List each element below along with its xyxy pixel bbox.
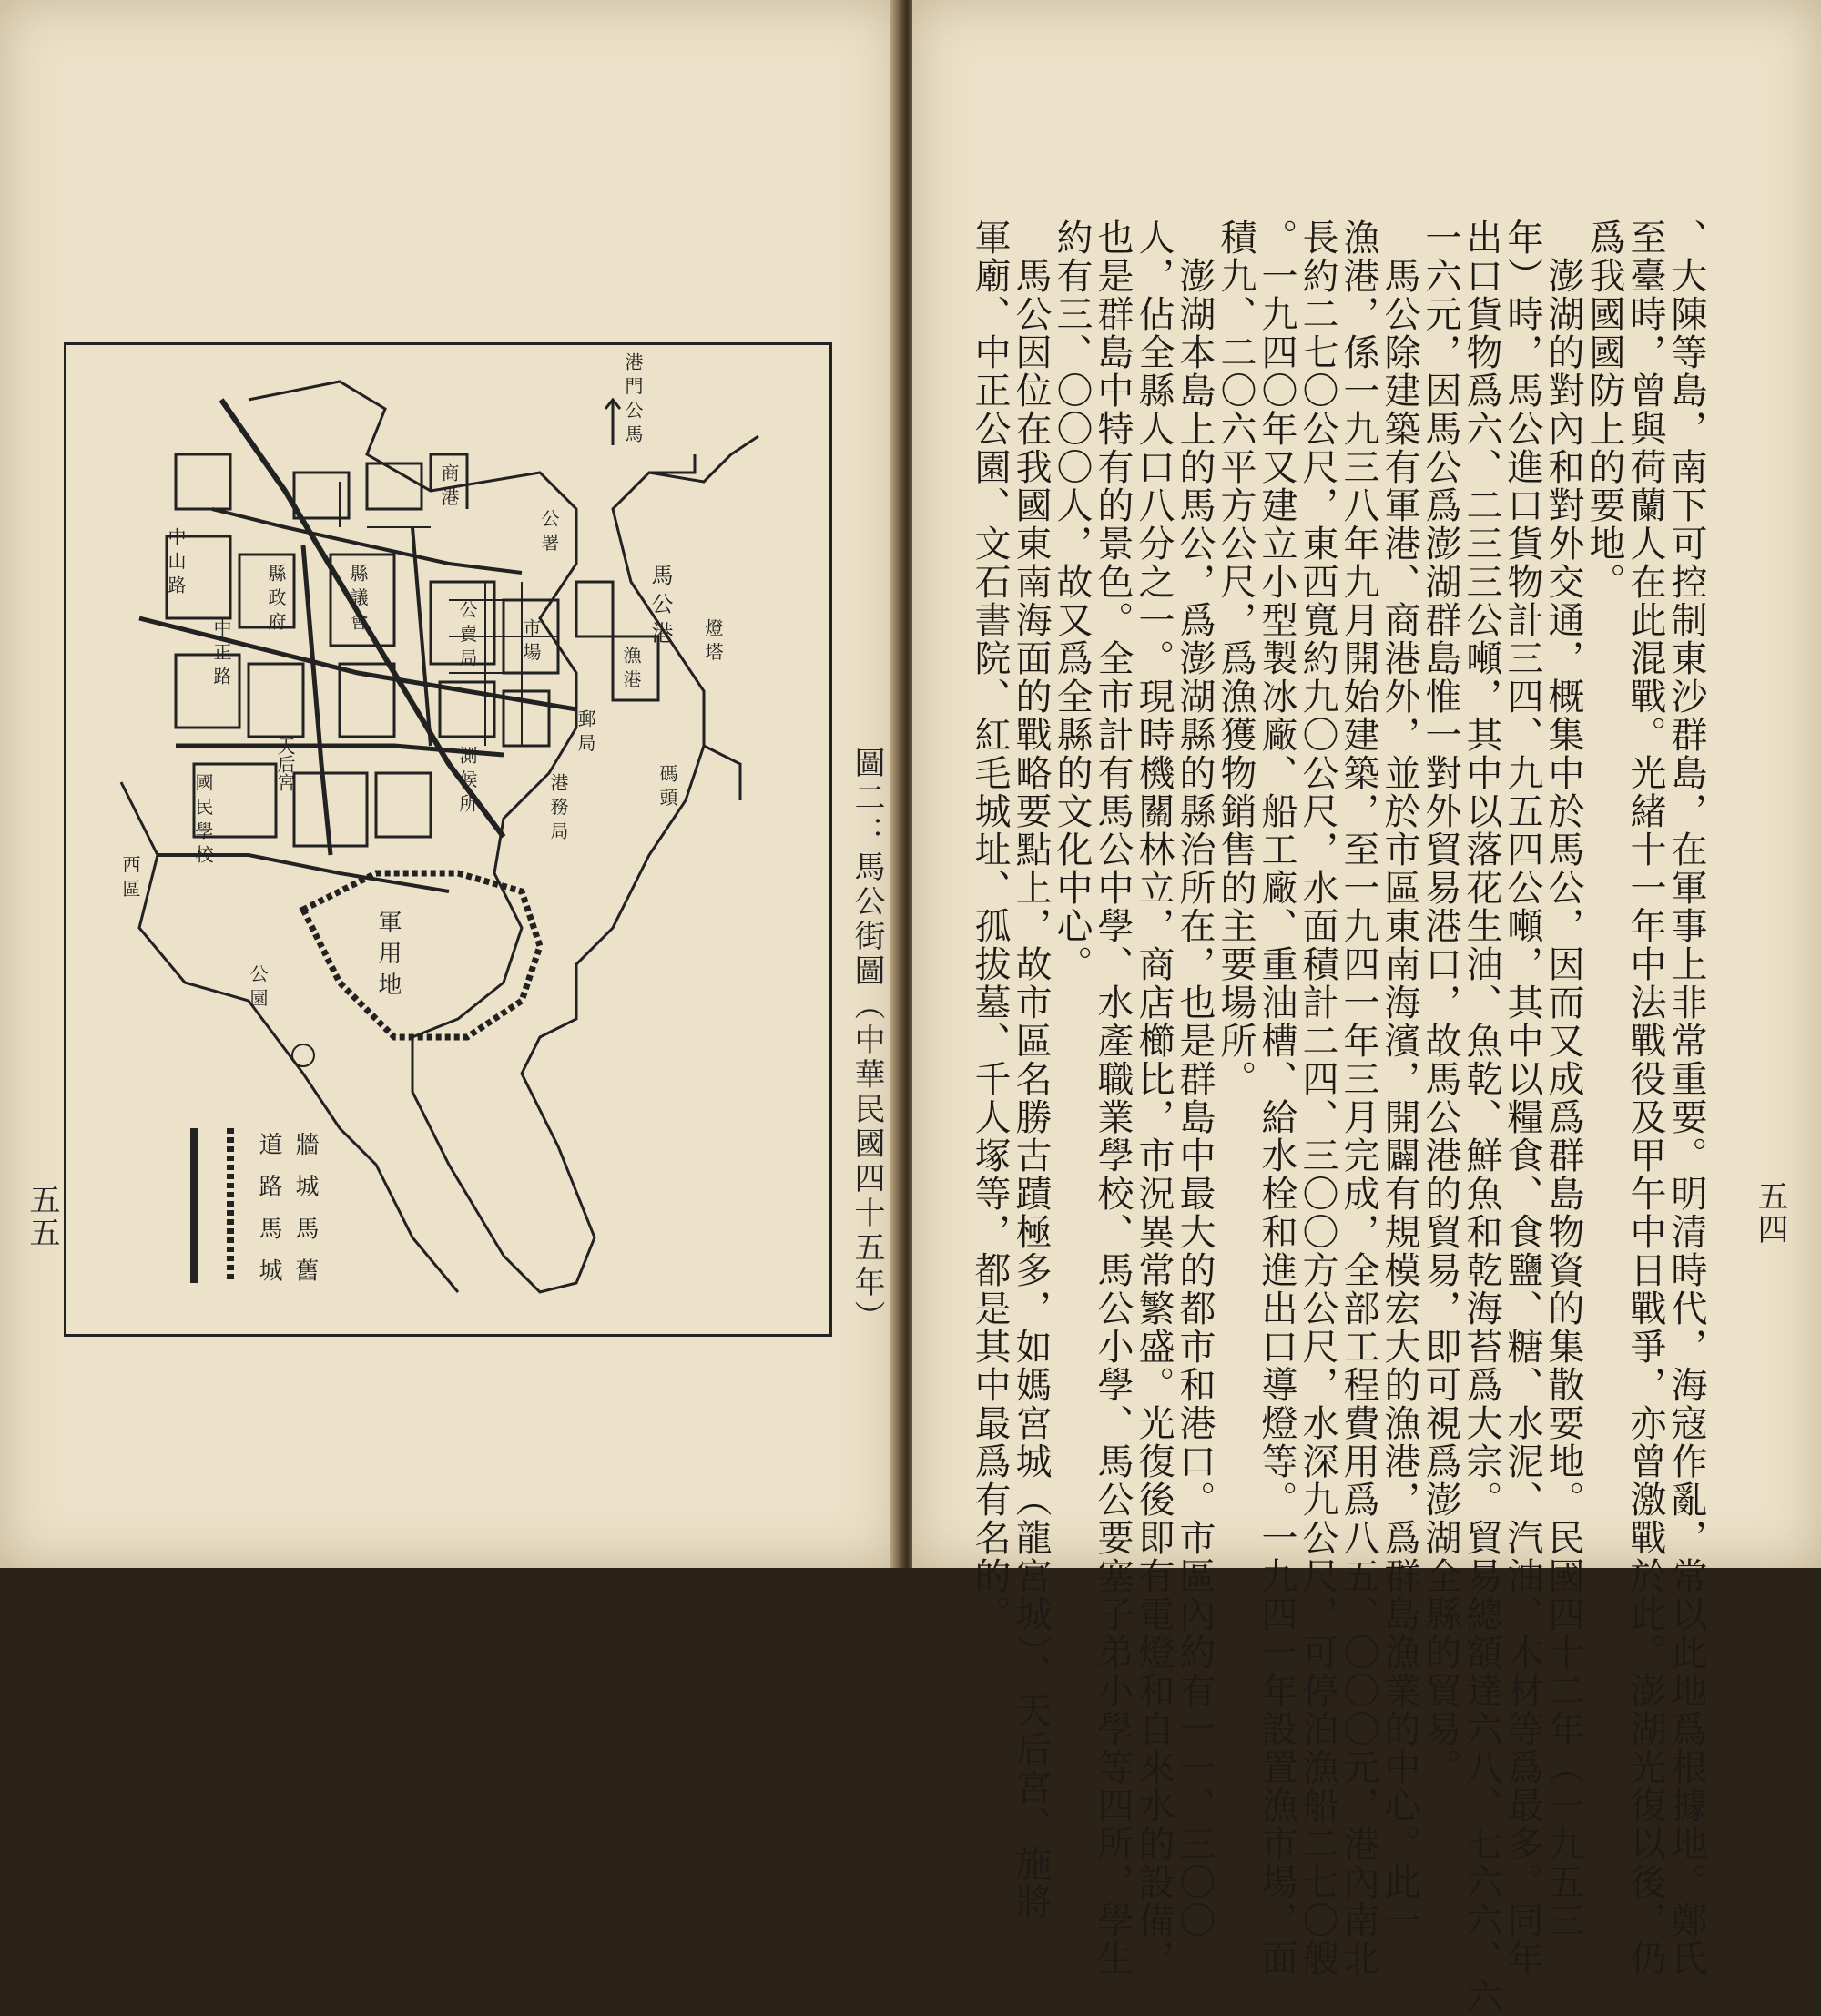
text-column: 澎湖本島上的馬公，爲澎湖縣的縣治所在，也是群島中最大的都市和港口。市區內約有一一、三〇〇 (1174, 219, 1216, 1940)
text-column: 。一九四〇年又建立小型製冰廠、船工廠、重油槽、給水栓和進出口導燈等。一九四一年設置漁市場，面 (1256, 219, 1297, 1978)
map-label-weather-station: 測 候 所 (456, 746, 478, 812)
text-column: 馬公除建築有軍港、商港外，並於市區東南海濱，開闢有規模宏大的漁港，爲群島漁業的中心。此一 (1378, 219, 1420, 1940)
map-label-zhongzheng-road: 中 正 路 (210, 618, 232, 685)
legend-wall-label: 牆 城 馬 舊 (291, 1132, 319, 1288)
map-label-harbor-gate: 港 門 公 馬 (622, 352, 644, 443)
text-column: 一六元，因馬公爲澎湖群島惟一對外貿易港口，故馬公港的貿易，即可視爲澎湖全縣的貿易。 (1419, 219, 1461, 1787)
map-label-west-district: 西 區 (119, 855, 141, 898)
text-column: 約有三、〇〇〇人，故又爲全縣的文化中心。 (1051, 219, 1093, 983)
text-column: 長約二七〇公尺，東西寬約九〇公尺，水面積計二四、三〇〇方公尺，水深九公尺，可停泊漁船二七〇艘 (1297, 219, 1338, 1978)
text-column: 爲我國國防上的要地。 (1583, 219, 1625, 601)
left-page (0, 0, 900, 1568)
text-column: 馬公因位在我國東南海面的戰略要點上，故市區名勝古蹟極多，如媽宮城（龍宮城）、天后宮、施將 (1010, 219, 1052, 1921)
text-column: 也是群島中特有的景色。全市計有馬公中學、水產職業學校、馬公小學、馬公要塞子弟小學等四所，學生 (1092, 219, 1134, 1978)
map-label-tianhou-temple: 天后宮 (274, 737, 296, 791)
text-column: 漁港，係一九三八年九月開始建築，至一九四一年三月完成，全部工程費用爲八五、〇〇〇元，港內南北 (1338, 219, 1379, 1978)
map-label-office: 公 署 (538, 509, 560, 552)
map-label-harbor-bureau: 港 務 局 (547, 773, 569, 840)
left-page-number: 五五 (24, 1184, 60, 1249)
map-label-commercial-port: 商 港 (438, 463, 460, 506)
right-page-number: 五四 (1752, 1180, 1788, 1246)
map-label-fishing-port: 漁 港 (620, 646, 642, 688)
text-column: 出口貨物爲六、二三三公噸，其中以落花生油、魚乾、鮮魚和乾海苔爲大宗。貿易總額達六八、七六六、六 (1460, 219, 1502, 2016)
map-label-school: 國 民 學 校 (192, 773, 214, 864)
text-column: 澎湖的對內和對外交通，概集中於馬公，因而又成爲群島物資的集散要地。民國四十二年（一九五三 (1542, 219, 1584, 1940)
legend-road-label: 道 路 馬 城 (255, 1132, 282, 1288)
text-column: 人，佔全縣人口八分之一。現時機關林立，商店櫛比，市況異常繁盛。光復後即有電燈和自來水的設備， (1133, 219, 1175, 1978)
map-label-military-land: 軍 用 地 (374, 910, 402, 996)
map-label-post-office: 郵 局 (575, 709, 596, 752)
map-frame (64, 342, 832, 1337)
text-column: 軍廟、中正公園、文石書院、紅毛城址、孤拔墓、千人塚等，都是其中最爲有名的。 (969, 219, 1011, 1634)
map-label-market: 市 場 (520, 618, 542, 661)
right-page (912, 0, 1821, 2016)
map-label-zhongshan-road: 中 山 路 (165, 527, 187, 594)
text-column: 年）時，馬公進口貨物計三四、九五四公噸，其中以糧食、食鹽、糖、水泥、汽油、木材等爲最多。同年 (1501, 219, 1543, 1978)
figure-caption: 圖二：馬公街圖（中華民國四十五年） (849, 747, 885, 1335)
map-label-park: 公 園 (247, 964, 269, 1007)
map-label-lighthouse: 燈 塔 (702, 618, 724, 661)
text-column: 、大陳等島，南下可控制東沙群島，在軍事上非常重要。明清時代，海寇作亂，常以此地爲根據地。鄭氏 (1665, 219, 1707, 1978)
text-column: 積九、二〇六平方公尺，爲漁獲物銷售的主要場所。 (1215, 219, 1256, 1098)
map-label-county-council: 縣 議 會 (347, 564, 369, 630)
map-label-county-govt: 縣 政 府 (265, 564, 287, 630)
text-column: 至臺時，曾與荷蘭人在此混戰。光緒十一年中法戰役及甲午中日戰爭，亦曾激戰於此。澎湖光復以後，仍 (1624, 219, 1666, 1978)
map-label-pier: 碼 頭 (656, 764, 678, 807)
map-label-monopoly-bureau: 公 賣 局 (456, 600, 478, 667)
map-label-makung-harbor: 馬 公 港 (647, 564, 673, 644)
